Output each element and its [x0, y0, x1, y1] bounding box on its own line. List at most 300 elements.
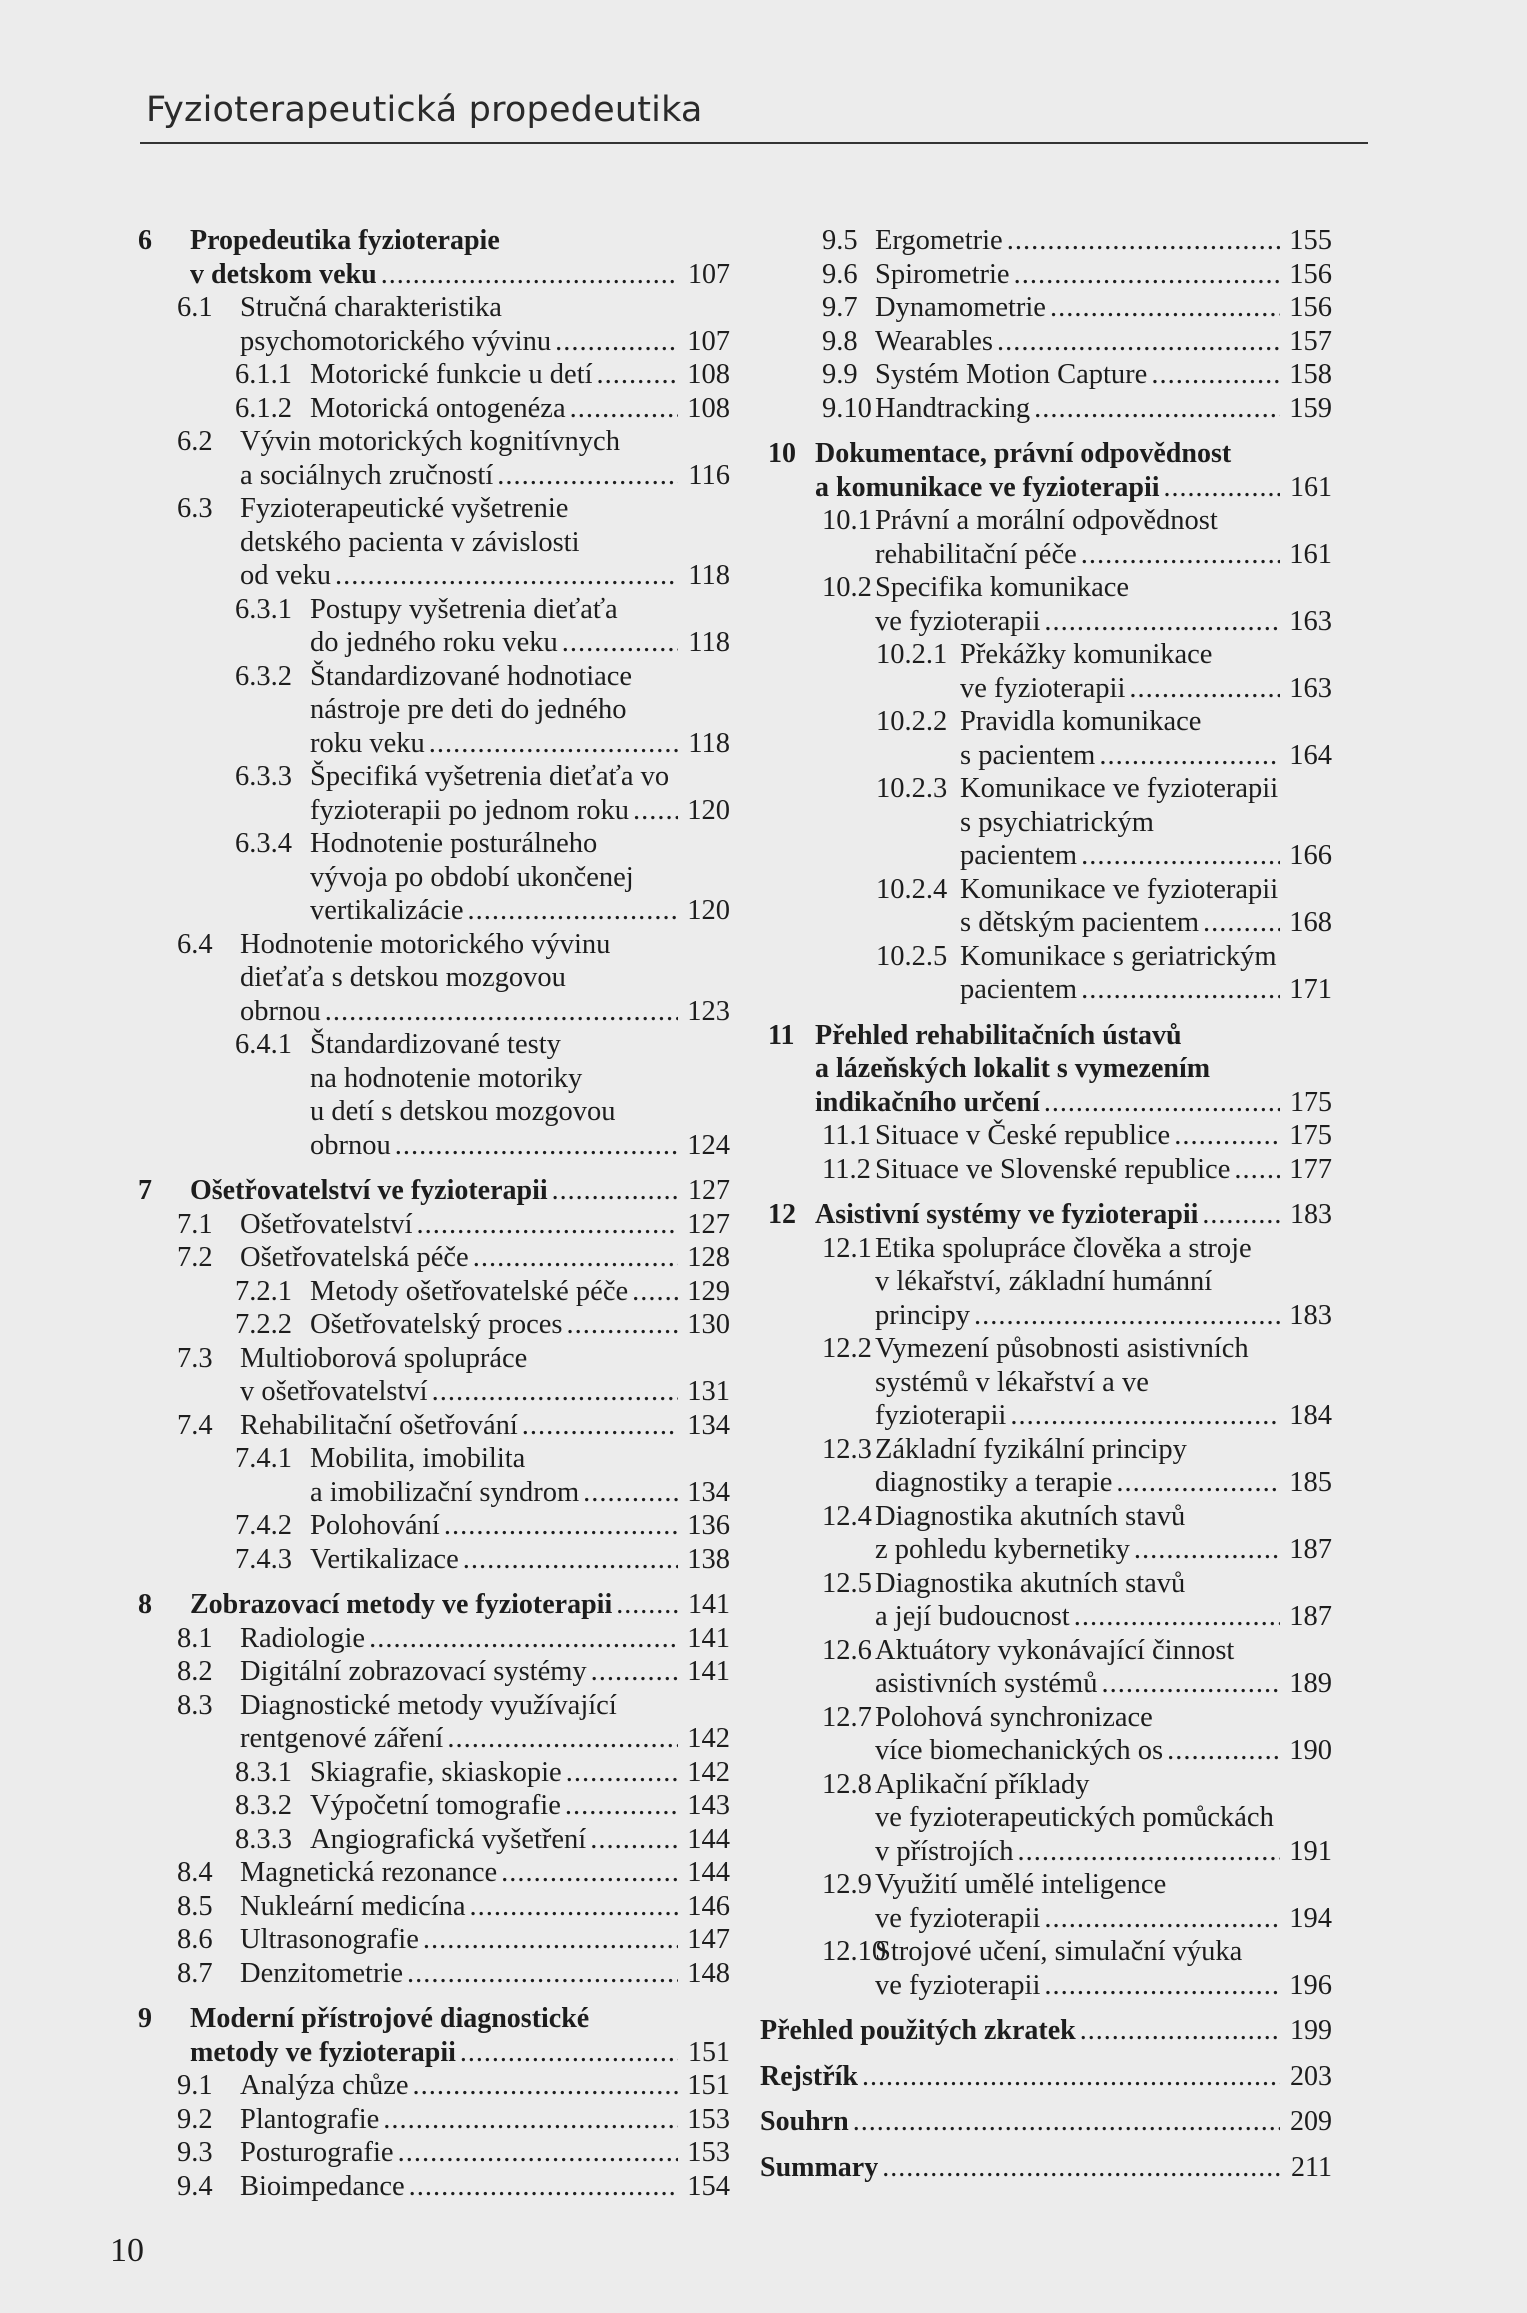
toc-entry-title: fyzioterapii po jednom roku [310, 794, 629, 826]
toc-page-number: 184 [1289, 1400, 1332, 1431]
toc-entry-title-line: systémů v lékařství a ve [875, 1366, 1149, 1398]
toc-entry-title: fyzioterapii [875, 1400, 1007, 1431]
toc-entry-title: pacientem [960, 974, 1078, 1005]
toc-entry-number: 11.1 [822, 1120, 871, 1151]
toc-page-number: 131 [687, 1376, 730, 1407]
toc-entry-number: 8.3.2 [235, 1790, 292, 1821]
toc-entry [760, 1768, 1332, 1869]
toc-page-number: 157 [1289, 325, 1332, 357]
toc-entry-title-line [760, 2014, 1332, 2048]
toc-page-number: 124 [687, 1129, 730, 1161]
toc-entry-title-line [310, 727, 730, 761]
toc-entry-title-line: Diagnostika akutních stavů [875, 1500, 1186, 1532]
toc-entry [760, 224, 1332, 258]
toc-page-number: 120 [687, 895, 730, 926]
toc-entry [130, 492, 730, 593]
toc-entry-title: vertikalizácie [310, 895, 464, 926]
toc-page-number: 118 [688, 727, 730, 759]
toc-entry [130, 1789, 730, 1823]
toc-page-number: 156 [1289, 292, 1332, 323]
toc-entry-title-line [875, 1153, 1332, 1187]
toc-entry-title: Ošetřovatelský proces [310, 1309, 563, 1340]
toc-entry [760, 1153, 1332, 1187]
toc-page-number: 127 [687, 1208, 730, 1240]
toc-entry-title-line: Hodnotenie posturálneho [310, 828, 598, 859]
toc-entry-number: 7 [138, 1175, 152, 1206]
toc-chapter-entry [760, 1198, 1332, 1232]
toc-entry-title: Polohování [310, 1510, 440, 1541]
toc-page-number: 136 [687, 1510, 730, 1541]
dot-leader [1018, 1835, 1280, 1869]
toc-entry-number: 10.1 [822, 505, 872, 536]
dot-leader [1044, 1902, 1280, 1936]
toc-entry-title: a imobilizační syndrom [310, 1476, 580, 1508]
toc-entry-title-line [240, 1655, 730, 1689]
toc-entry-title-line [875, 1902, 1332, 1936]
toc-entry-title-line: Moderní přístrojové diagnostické [190, 2003, 590, 2034]
toc-entry [130, 2170, 730, 2204]
toc-entry-title-line [240, 559, 730, 593]
toc-entry-number: 9.8 [822, 325, 858, 357]
header-rule [140, 142, 1368, 144]
toc-entry-title-line: Základní fyzikální principy [875, 1433, 1187, 1465]
toc-entry-number: 8.7 [177, 1957, 213, 1989]
toc-entry-title-line [310, 1756, 730, 1790]
toc-entry-title-line: Komunikace s geriatrickým [960, 940, 1277, 972]
toc-entry-title-line: detského pacienta v závislosti [240, 526, 580, 558]
toc-entry-title-line: Vývin motorických kognitívnych [240, 426, 620, 457]
toc-page-number: 156 [1289, 258, 1332, 290]
toc-entry [130, 1856, 730, 1890]
dot-leader [1034, 392, 1280, 426]
dot-leader [383, 2103, 678, 2137]
toc-entry-title-line [240, 1409, 730, 1443]
toc-entry-title-line: Specifika komunikace [875, 572, 1130, 603]
toc-entry-title-line [875, 1119, 1332, 1153]
toc-entry [130, 1509, 730, 1543]
toc-entry-title-line [310, 894, 730, 928]
toc-page-number: 143 [687, 1790, 730, 1821]
toc-entry-title-line [190, 1588, 730, 1622]
toc-entry-title-line [310, 1509, 730, 1543]
toc-entry-title-line [310, 794, 730, 828]
dot-leader [997, 325, 1280, 359]
toc-page-number: 118 [688, 627, 730, 658]
dot-leader [853, 2105, 1280, 2139]
toc-entry-number: 8.3.3 [235, 1823, 292, 1855]
toc-page-number: 190 [1289, 1735, 1332, 1766]
toc-entry-title: v ošetřovatelství [240, 1376, 428, 1407]
toc-page-number: 120 [687, 794, 730, 826]
dot-leader [616, 1588, 678, 1622]
toc-entry-title: Skiagrafie, skiaskopie [310, 1756, 562, 1788]
toc-entry [760, 1332, 1332, 1433]
toc-entry-title-line: dieťaťa s detskou mozgovou [240, 962, 566, 993]
toc-entry-title: Souhrn [760, 2106, 849, 2137]
toc-page-number: 158 [1289, 359, 1332, 390]
toc-page-number: 134 [687, 1476, 730, 1508]
toc-entry [760, 1634, 1332, 1701]
toc-entry-title-line [310, 1476, 730, 1510]
toc-entry [130, 2069, 730, 2103]
toc-entry-title-line [240, 1208, 730, 1242]
toc-entry-number: 12.10 [822, 1936, 887, 1967]
toc-entry-title-line [240, 1241, 730, 1275]
toc-entry-number: 8.5 [177, 1890, 213, 1922]
toc-entry-number: 11 [768, 1019, 795, 1051]
toc-page-number: 175 [1289, 1120, 1332, 1151]
toc-right-column [760, 224, 1332, 2184]
toc-page-number: 151 [688, 2036, 730, 2068]
toc-entry-title-line [240, 2170, 730, 2204]
toc-entry-title-line: Přehled rehabilitačních ústavů [815, 1019, 1182, 1051]
dot-leader [552, 1174, 678, 1208]
toc-entry-title-line: Diagnostika akutních stavů [875, 1567, 1186, 1599]
dot-leader [325, 995, 678, 1029]
dot-leader [1044, 605, 1280, 639]
toc-entry-title-line [240, 2069, 730, 2103]
toc-entry-title-line [875, 224, 1332, 258]
toc-entry-number: 10.2.2 [876, 706, 948, 737]
toc-entry [130, 1308, 730, 1342]
toc-entry-title-line: Mobilita, imobilita [310, 1443, 526, 1474]
toc-entry-title: Vertikalizace [310, 1543, 459, 1575]
dot-leader [862, 2060, 1280, 2094]
toc-entry-title-line [875, 538, 1332, 572]
toc-entry-number: 6 [138, 225, 152, 256]
toc-entry-title-line [875, 1466, 1332, 1500]
toc-entry-number: 10.2.1 [876, 639, 948, 670]
toc-entry-number: 9 [138, 2003, 152, 2034]
toc-entry-title: Situace ve Slovenské republice [875, 1153, 1231, 1185]
toc-entry-title: od veku [240, 560, 332, 591]
dot-leader [1014, 258, 1280, 292]
toc-page-number: 108 [687, 359, 730, 390]
toc-entry-title-line: vývoja po období ukončenej [310, 861, 634, 893]
toc-page-number: 161 [1290, 471, 1332, 503]
toc-entry-title: obrnou [240, 995, 321, 1027]
toc-entry [130, 1409, 730, 1443]
toc-entry-number: 12.9 [822, 1869, 872, 1900]
dot-leader [369, 1622, 678, 1656]
toc-entry-title: Summary [760, 2151, 879, 2183]
toc-entry-number: 12.3 [822, 1433, 872, 1465]
dot-leader [1101, 1667, 1280, 1701]
dot-leader [566, 1756, 678, 1790]
toc-entry-number: 9.2 [177, 2103, 213, 2135]
toc-entry-number: 7.3 [177, 1342, 213, 1374]
toc-entry-title-line [875, 358, 1332, 392]
toc-entry-title-line [875, 1299, 1332, 1333]
dot-leader [429, 727, 678, 761]
dot-leader [381, 258, 678, 292]
toc-entry-title: diagnostiky a terapie [875, 1467, 1113, 1498]
toc-entry-title: rentgenové záření [240, 1723, 444, 1754]
toc-entry-title: do jedného roku veku [310, 627, 558, 658]
toc-entry-title-line [240, 1923, 730, 1957]
page-number: 10 [110, 2232, 144, 2269]
toc-entry-title-line: na hodnotenie motoriky [310, 1062, 583, 1094]
toc-entry [130, 425, 730, 492]
toc-entry-title-line: nástroje pre deti do jedného [310, 694, 627, 725]
toc-entry-title-line [815, 1086, 1332, 1120]
toc-page-number: 129 [687, 1275, 730, 1307]
toc-chapter-entry [760, 2105, 1332, 2139]
toc-entry-number: 10.2 [822, 572, 872, 603]
toc-chapter-entry [130, 2002, 730, 2069]
toc-entry [760, 571, 1332, 638]
toc-entry-title: Wearables [875, 325, 993, 357]
toc-entry-title: Handtracking [875, 392, 1031, 424]
toc-entry-title-line [760, 2151, 1332, 2185]
toc-entry-number: 6.4.1 [235, 1029, 292, 1060]
toc-entry-title-line: Komunikace ve fyzioterapii [960, 873, 1279, 905]
toc-chapter-entry [760, 1019, 1332, 1120]
dot-leader [463, 1543, 678, 1577]
toc-page-number: 194 [1289, 1902, 1332, 1934]
dot-leader [1081, 973, 1280, 1007]
toc-entry [760, 1567, 1332, 1634]
toc-page-number: 123 [687, 995, 730, 1027]
dot-leader [562, 626, 678, 660]
toc-entry-number: 10.2.4 [876, 873, 948, 905]
toc-entry-title-line [240, 1957, 730, 1991]
dot-leader [1074, 1600, 1280, 1634]
toc-entry [130, 1923, 730, 1957]
toc-entry [130, 1241, 730, 1275]
toc-page-number: 134 [687, 1409, 730, 1441]
toc-entry [130, 1655, 730, 1689]
toc-entry-title-line [240, 2136, 730, 2170]
toc-entry-title-line [960, 973, 1332, 1007]
dot-leader [423, 1923, 678, 1957]
toc-entry-number: 9.10 [822, 392, 872, 424]
toc-page-number: 164 [1289, 739, 1332, 771]
dot-leader [1167, 1734, 1280, 1768]
toc-page-number: 187 [1289, 1534, 1332, 1565]
dot-leader [1203, 906, 1280, 940]
toc-page-number: 141 [687, 1656, 730, 1687]
toc-entry-number: 9.6 [822, 258, 858, 290]
toc-page-number: 175 [1290, 1086, 1332, 1118]
toc-entry-title: Rehabilitační ošetřování [240, 1409, 518, 1441]
toc-entry-title: ve fyzioterapii [875, 1902, 1041, 1934]
toc-entry [130, 827, 730, 928]
toc-page-number: 127 [688, 1175, 730, 1206]
toc-entry-title-line: Hodnotenie motorického vývinu [240, 928, 611, 960]
toc-entry-title-line: Fyzioterapeutické vyšetrenie [240, 493, 569, 524]
toc-entry-number: 7.4 [177, 1409, 213, 1441]
toc-entry [760, 392, 1332, 426]
toc-entry-title-line [960, 672, 1332, 706]
dot-leader [335, 559, 678, 593]
toc-entry-title-line: Vymezení působnosti asistivních [875, 1333, 1249, 1364]
dot-leader [1174, 1119, 1280, 1153]
toc-entry-title-line [310, 358, 730, 392]
toc-entry-title-line [190, 2036, 730, 2070]
toc-entry-title-line: ve fyzioterapeutických pomůckách [875, 1802, 1274, 1833]
toc-page-number: 142 [687, 1756, 730, 1788]
dot-leader [1164, 471, 1280, 505]
toc-entry-title-line [240, 1722, 730, 1756]
toc-entry [760, 1433, 1332, 1500]
toc-entry-title-line [875, 1600, 1332, 1634]
toc-chapter-entry [760, 2014, 1332, 2048]
toc-entry-title-line: Štandardizované hodnotiace [310, 660, 633, 692]
toc-entry-title-line [310, 1129, 730, 1163]
dot-leader [1129, 672, 1280, 706]
toc-chapter-entry [760, 2060, 1332, 2094]
toc-entry-title: roku veku [310, 727, 425, 759]
toc-entry-title: Ošetřovatelství [240, 1208, 413, 1240]
toc-entry-title: Situace v České republice [875, 1120, 1171, 1151]
toc-entry-title: obrnou [310, 1129, 391, 1161]
toc-entry-number: 7.2.1 [235, 1275, 292, 1307]
toc-entry [130, 1890, 730, 1924]
toc-entry [760, 1232, 1332, 1333]
toc-entry-number: 6.3 [177, 493, 213, 524]
toc-entry-number: 12.1 [822, 1232, 872, 1264]
toc-page-number: 146 [687, 1890, 730, 1922]
toc-entry-title: Výpočetní tomografie [310, 1790, 561, 1821]
toc-entry-number: 9.3 [177, 2137, 213, 2168]
toc-entry-title-line: Multioborová spolupráce [240, 1342, 528, 1374]
dot-leader [590, 1823, 678, 1857]
toc-page-number: 183 [1290, 1199, 1332, 1230]
dot-leader [974, 1299, 1280, 1333]
toc-entry-title-line: Komunikace ve fyzioterapii [960, 773, 1279, 804]
toc-entry-title: Přehled použitých zkratek [760, 2015, 1076, 2046]
toc-entry-title: Angiografická vyšetření [310, 1823, 587, 1855]
toc-entry-number: 7.4.1 [235, 1443, 292, 1474]
toc-page-number: 191 [1289, 1835, 1332, 1867]
toc-entry-title-line [875, 1667, 1332, 1701]
toc-entry-title-line [875, 291, 1332, 325]
toc-page-number: 138 [687, 1543, 730, 1575]
toc-entry-number: 6.1.2 [235, 392, 292, 424]
toc-entry-title-line [875, 1835, 1332, 1869]
toc-page-number: 144 [687, 1857, 730, 1888]
toc-entry-title-line [310, 1789, 730, 1823]
toc-entry [760, 325, 1332, 359]
toc-entry-title: Motorická ontogenéza [310, 392, 566, 424]
toc-page-number: 107 [687, 325, 730, 357]
dot-leader [566, 1308, 678, 1342]
toc-entry-title: ve fyzioterapii [875, 1969, 1041, 2001]
toc-page-number: 187 [1289, 1601, 1332, 1632]
toc-entry-number: 6.3.1 [235, 593, 292, 625]
toc-entry-title: Analýza chůze [240, 2070, 409, 2101]
toc-entry [130, 1756, 730, 1790]
toc-entry-title-line: s psychiatrickým [960, 806, 1154, 838]
toc-entry-title: Spirometrie [875, 258, 1010, 290]
toc-entry-number: 6.3.3 [235, 761, 292, 792]
toc-entry-title-line: v lékařství, základní humánní [875, 1266, 1213, 1297]
toc-page-number: 116 [688, 459, 730, 491]
toc-entry-title-line [240, 995, 730, 1029]
running-header: Fyzioterapeutická propedeutika [146, 90, 703, 130]
dot-leader [555, 325, 678, 359]
toc-entry-number: 6.3.4 [235, 828, 292, 859]
toc-entry [130, 660, 730, 761]
toc-entry-title-line [875, 1399, 1332, 1433]
toc-entry [130, 928, 730, 1029]
toc-entry-title: rehabilitační péče [875, 538, 1077, 570]
toc-entry-number: 8.6 [177, 1924, 213, 1955]
toc-entry [760, 358, 1332, 392]
toc-chapter-entry [760, 437, 1332, 504]
toc-entry-title-line: Využití umělé inteligence [875, 1869, 1167, 1900]
toc-page-number: 159 [1289, 392, 1332, 424]
toc-entry-title-line [310, 626, 730, 660]
dot-leader [398, 2136, 678, 2170]
toc-entry-number: 7.1 [177, 1208, 213, 1240]
dot-leader [467, 894, 678, 928]
dot-leader [1044, 1969, 1280, 2003]
toc-page-number: 107 [688, 258, 730, 290]
toc-entry-title: Magnetická rezonance [240, 1857, 498, 1888]
toc-chapter-entry [130, 1174, 730, 1208]
toc-entry [760, 291, 1332, 325]
toc-entry-title-line [875, 605, 1332, 639]
dot-leader [583, 1476, 678, 1510]
toc-entry-number: 12.2 [822, 1333, 872, 1364]
toc-page-number: 171 [1289, 974, 1332, 1005]
toc-entry-title: Radiologie [240, 1622, 366, 1654]
toc-page-number: 168 [1289, 907, 1332, 938]
toc-entry-title-line [875, 392, 1332, 426]
toc-entry-number: 9.1 [177, 2070, 213, 2101]
toc-page-number: 166 [1289, 840, 1332, 871]
toc-chapter-entry [130, 1588, 730, 1622]
toc-entry [130, 1957, 730, 1991]
toc-entry-number: 8.1 [177, 1622, 213, 1654]
dot-leader [1081, 839, 1280, 873]
toc-entry [760, 638, 1332, 705]
toc-entry-title: Denzitometrie [240, 1957, 404, 1989]
toc-entry-title-line [875, 1533, 1332, 1567]
toc-entry [760, 1868, 1332, 1935]
toc-entry [760, 504, 1332, 571]
toc-entry-number: 7.2 [177, 1242, 213, 1273]
toc-entry [760, 705, 1332, 772]
toc-entry-title-line [960, 739, 1332, 773]
toc-entry-title: z pohledu kybernetiky [875, 1534, 1130, 1565]
dot-leader [882, 2151, 1280, 2185]
toc-entry-title: Zobrazovací metody ve fyzioterapii [190, 1589, 613, 1620]
toc-entry-title: Nukleární medicína [240, 1890, 466, 1922]
dot-leader [1116, 1466, 1280, 1500]
dot-leader [1202, 1198, 1280, 1232]
toc-entry-number: 6.1.1 [235, 359, 292, 390]
toc-entry [130, 593, 730, 660]
toc-entry [130, 392, 730, 426]
toc-entry-title: pacientem [960, 840, 1078, 871]
toc-entry-title: Bioimpedance [240, 2170, 405, 2202]
toc-entry [130, 1442, 730, 1509]
toc-page-number: 211 [1291, 2151, 1332, 2183]
toc-entry-number: 9.7 [822, 292, 858, 323]
toc-entry-title: Metody ošetřovatelské péče [310, 1275, 629, 1307]
toc-entry-title-line [760, 2105, 1332, 2139]
toc-entry-title-line [310, 1275, 730, 1309]
toc-entry-title: ve fyzioterapii [875, 605, 1041, 637]
toc-entry [760, 1935, 1332, 2002]
toc-entry-title-line: Propedeutika fyzioterapie [190, 225, 500, 256]
toc-page-number: 153 [687, 2137, 730, 2168]
toc-entry-title-line [875, 258, 1332, 292]
toc-page-number: 147 [687, 1924, 730, 1955]
